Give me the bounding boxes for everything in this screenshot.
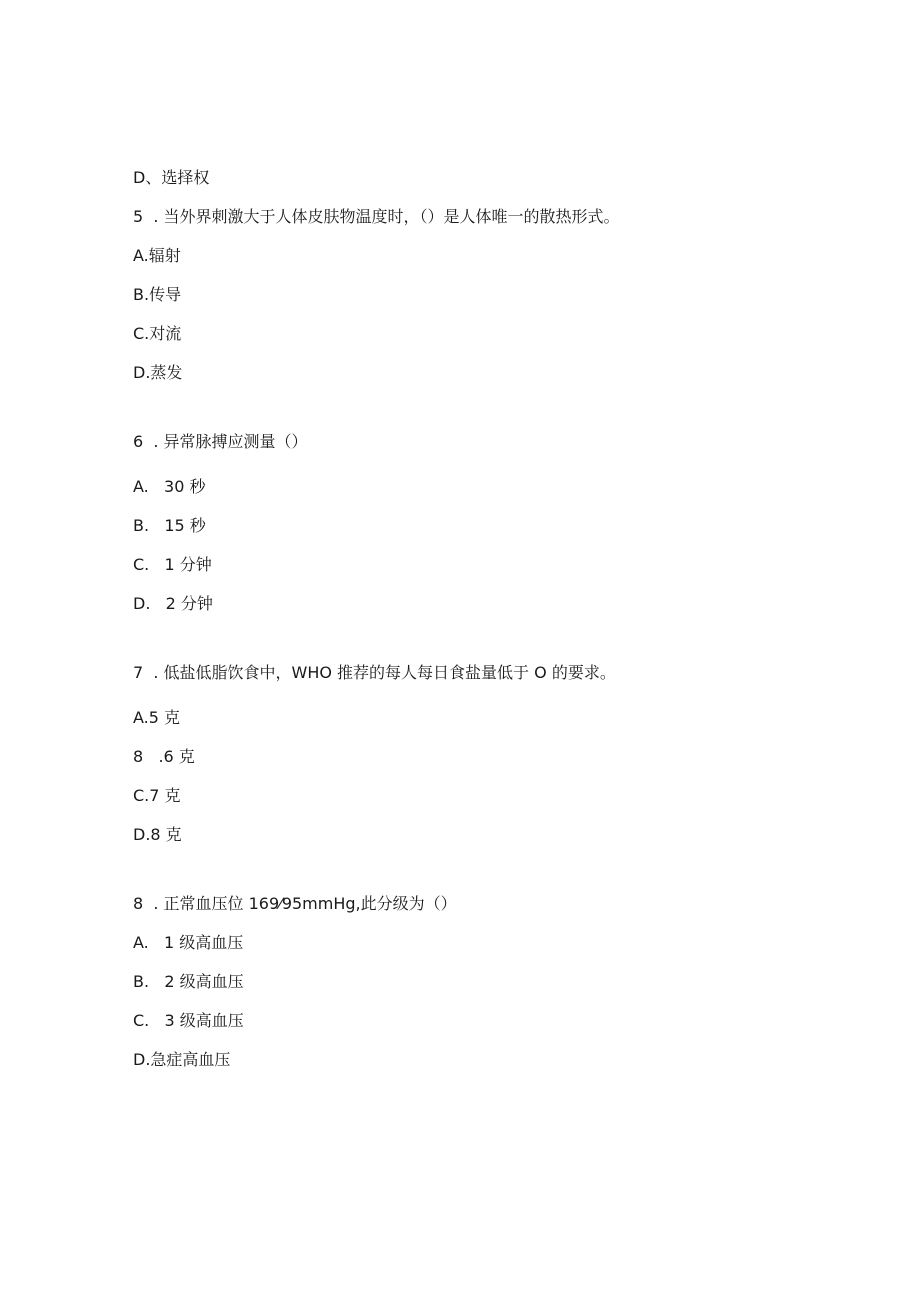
q7-question: 7 . 低盐低脂饮食中，WHO 推荐的每人每日食盐量低于 O 的要求。 [133, 663, 616, 682]
q5-option-c: C.对流 [133, 324, 182, 343]
q7-option-d: D.8 克 [133, 825, 182, 844]
q4-option-d: D、选择权 [133, 168, 210, 187]
q7-option-b: 8 .6 克 [133, 747, 195, 766]
q8-option-b: B. 2 级高血压 [133, 972, 244, 991]
q7-option-c: C.7 克 [133, 786, 181, 805]
q6-option-a: A. 30 秒 [133, 477, 206, 496]
q8-option-d: D.急症高血压 [133, 1050, 231, 1069]
q6-question: 6 . 异常脉搏应测量（） [133, 432, 308, 451]
q5-option-d: D.蒸发 [133, 363, 183, 382]
q6-option-d: D. 2 分钟 [133, 594, 213, 613]
q8-option-a: A. 1 级高血压 [133, 933, 244, 952]
q5-question: 5 . 当外界刺激大于人体皮肤物温度时，（）是人体唯一的散热形式。 [133, 207, 620, 226]
q6-option-b: B. 15 秒 [133, 516, 206, 535]
q8-option-c: C. 3 级高血压 [133, 1011, 244, 1030]
q8-question: 8 . 正常血压位 169⁄95mmHg,此分级为（） [133, 894, 457, 913]
q6-option-c: C. 1 分钟 [133, 555, 212, 574]
q5-option-b: B.传导 [133, 285, 182, 304]
q7-option-a: A.5 克 [133, 708, 181, 727]
q5-option-a: A.辐射 [133, 246, 181, 265]
